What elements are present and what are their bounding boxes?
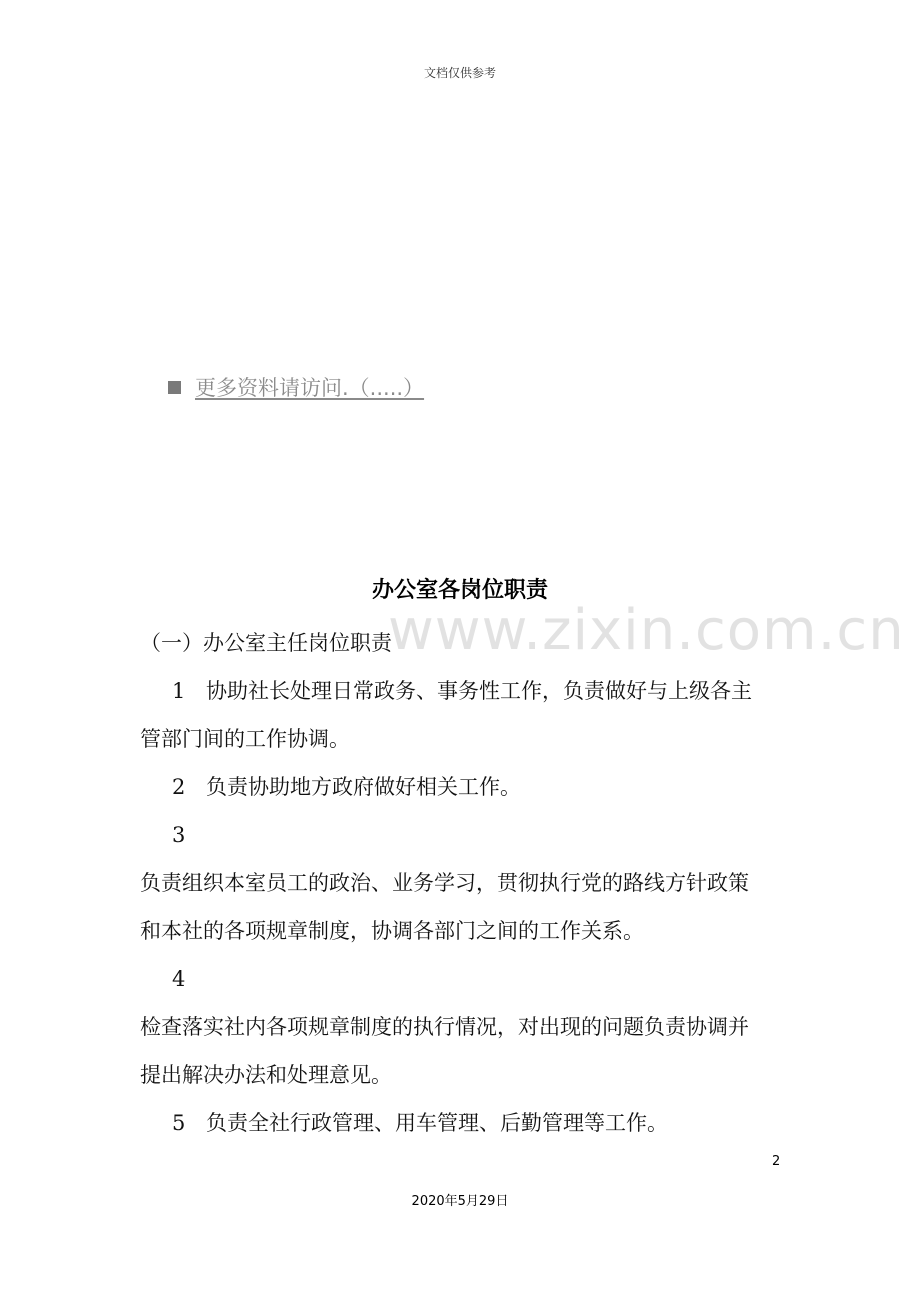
item-text: 负责全社行政管理、用车管理、后勤管理等工作。	[206, 1111, 668, 1135]
page-header: 文档仅供参考	[423, 66, 496, 80]
item-continuation: 管部门间的工作协调。	[140, 727, 350, 751]
item-continuation: 和本社的各项规章制度，协调各部门之间的工作关系。	[140, 919, 644, 943]
item-text: 协助社长处理日常政务、事务性工作，负责做好与上级各主	[206, 679, 752, 703]
item-number: 2	[172, 775, 186, 799]
watermark: www.zixin.com.cn	[388, 598, 905, 663]
more-info-link[interactable]: 更多资料请访问.（.....）	[195, 376, 425, 400]
item-text: 负责协助地方政府做好相关工作。	[206, 775, 521, 799]
list-item-3	[140, 811, 790, 859]
page-footer-date: 2020年5月29日	[411, 1194, 509, 1209]
more-info-row	[168, 372, 424, 402]
list-item-5	[140, 1099, 790, 1147]
item-continuation: 提出解决办法和处理意见。	[140, 1063, 392, 1087]
item-number: 4	[172, 967, 186, 991]
item-number: 5	[172, 1111, 186, 1135]
document-body	[140, 619, 790, 1147]
document-title: 办公室各岗位职责	[371, 578, 548, 603]
square-bullet-icon	[168, 381, 181, 394]
page-number: 2	[772, 1154, 781, 1169]
section-heading: （一）办公室主任岗位职责	[140, 631, 392, 655]
item-text: 检查落实社内各项规章制度的执行情况，对出现的问题负责协调并	[140, 1015, 749, 1039]
item-number: 3	[172, 823, 186, 847]
item-number: 1	[172, 679, 186, 703]
item-text: 负责组织本室员工的政治、业务学习，贯彻执行党的路线方针政策	[140, 871, 749, 895]
list-item-1	[140, 667, 790, 715]
list-item-4	[140, 955, 790, 1003]
list-item-2	[140, 763, 790, 811]
